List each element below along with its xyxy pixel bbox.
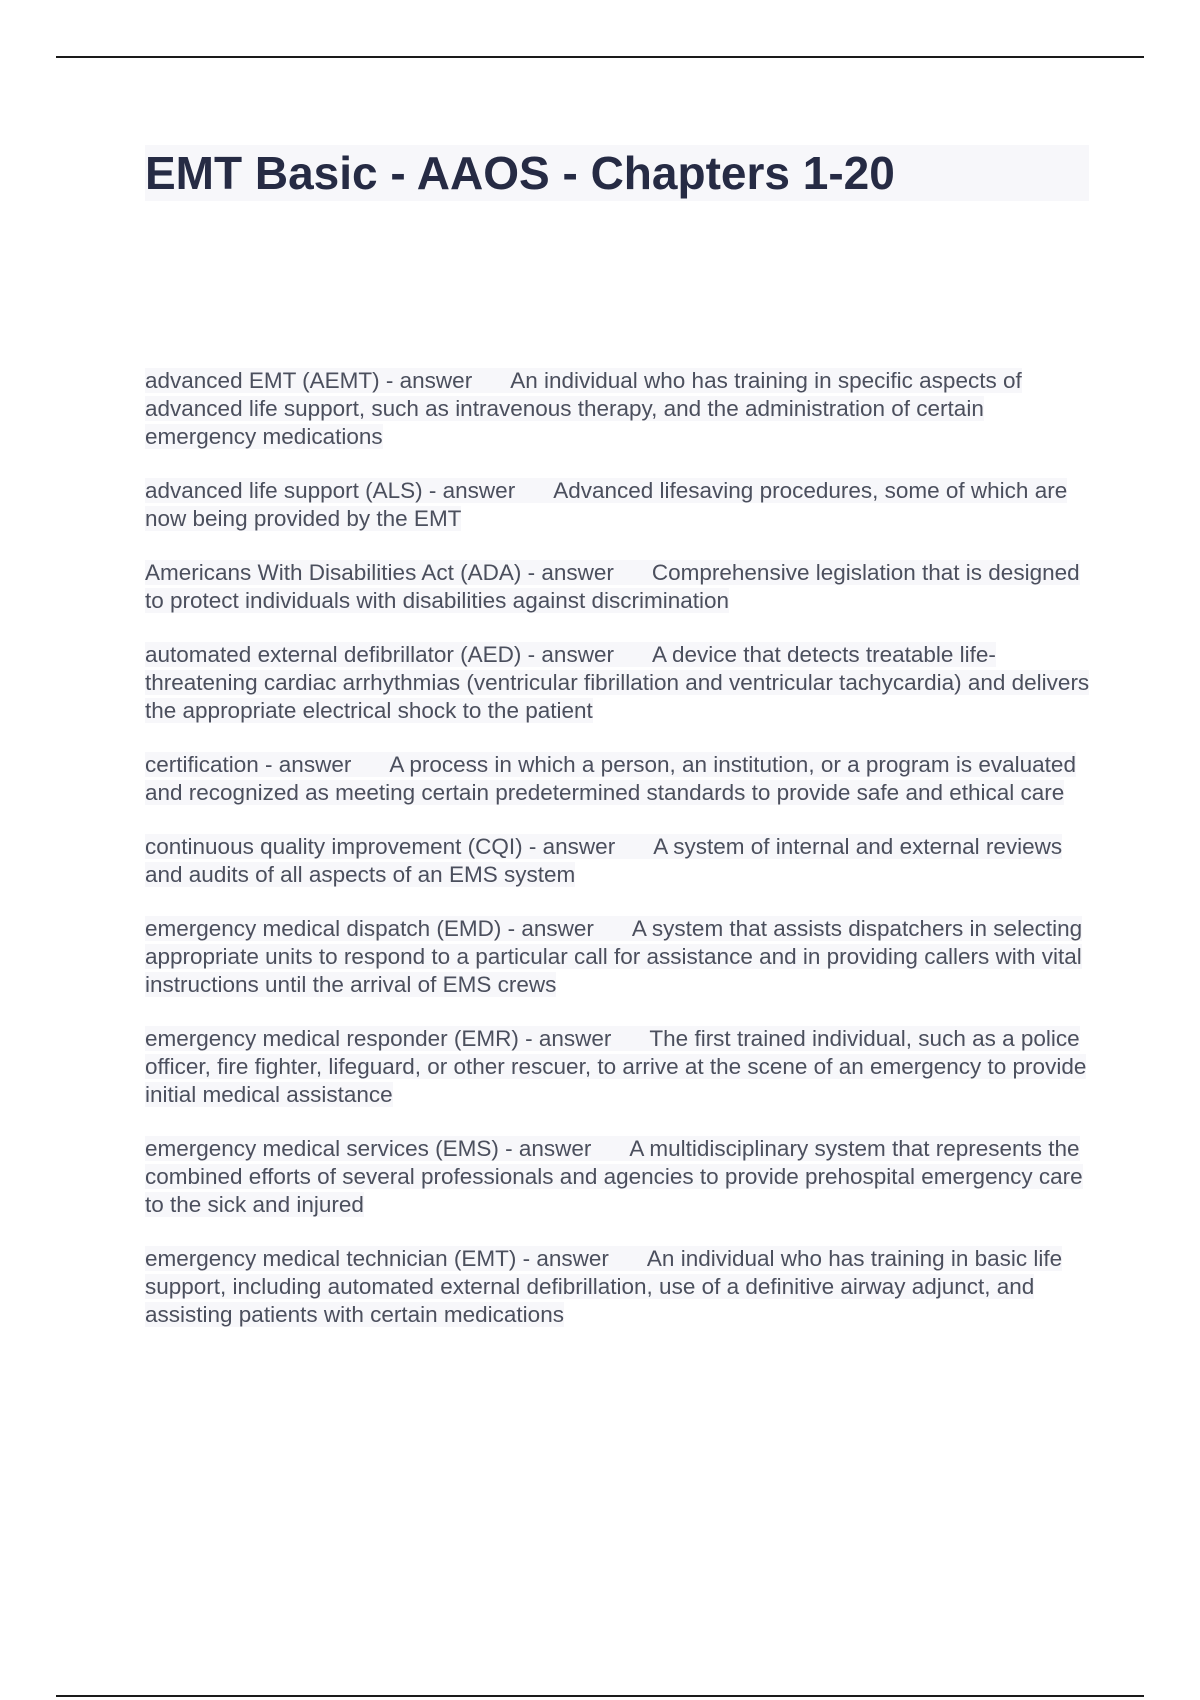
flashcard-entry [145,559,1095,615]
flashcard-entry [145,367,1095,451]
flashcard-entry [145,751,1095,807]
entry-definition: A system of internal and external reviews and audits of all aspects of an EMS system [145,834,1063,887]
flashcard-entry [145,641,1095,725]
entry-term: continuous quality improvement (CQI) - answer [145,834,616,859]
entry-term: automated external defibrillator (AED) - answer [145,642,614,667]
entry-definition: The first trained individual, such as a police officer, fire fighter, lifeguard, or other rescuer, to arrive at the scene of an emergency to provide initial medical assistance [145,1026,1087,1107]
top-rule [56,56,1144,58]
flashcard-entry [145,1025,1095,1109]
flashcard-entry [145,915,1095,999]
entry-term: certification - answer [145,752,352,777]
entry-definition: A device that detects treatable life-threatening cardiac arrhythmias (ventricular fibrillation and ventricular tachycardia) and delivers the appropriate electrical shock to the patient [145,642,1090,723]
entry-definition: An individual who has training in specific aspects of advanced life support, such as intravenous therapy, and the administration of certain emergency medications [145,368,1022,449]
entry-term: emergency medical responder (EMR) - answer [145,1026,612,1051]
entry-definition: An individual who has training in basic life support, including automated external defibrillation, use of a definitive airway adjunct, and assisting patients with certain medications [145,1246,1063,1327]
flashcard-entry [145,1135,1095,1219]
document-title: EMT Basic - AAOS - Chapters 1-20 [145,147,895,199]
entry-definition: A multidisciplinary system that represents the combined efforts of several professionals and agencies to provide prehospital emergency care to the sick and injured [145,1136,1083,1217]
entry-definition: Advanced lifesaving procedures, some of which are now being provided by the EMT [145,478,1068,531]
bottom-rule [56,1695,1144,1697]
flashcard-entry [145,1245,1095,1329]
entry-definition: Comprehensive legislation that is designed to protect individuals with disabilities against discrimination [145,560,1080,613]
entry-definition: A process in which a person, an institution, or a program is evaluated and recognized as meeting certain predetermined standards to provide safe and ethical care [145,752,1076,805]
entry-term: Americans With Disabilities Act (ADA) - answer [145,560,614,585]
flashcard-entry [145,833,1095,889]
entry-term: emergency medical dispatch (EMD) - answer [145,916,594,941]
entry-term: advanced life support (ALS) - answer [145,478,516,503]
flashcard-entry [145,477,1095,533]
entry-term: advanced EMT (AEMT) - answer [145,368,473,393]
entry-term: emergency medical services (EMS) - answer [145,1136,592,1161]
entry-definition: A system that assists dispatchers in selecting appropriate units to respond to a particular call for assistance and in providing callers with vital instructions until the arrival of EMS crews [145,916,1083,997]
flashcard-list [145,367,1095,1355]
entry-term: emergency medical technician (EMT) - answer [145,1246,609,1271]
